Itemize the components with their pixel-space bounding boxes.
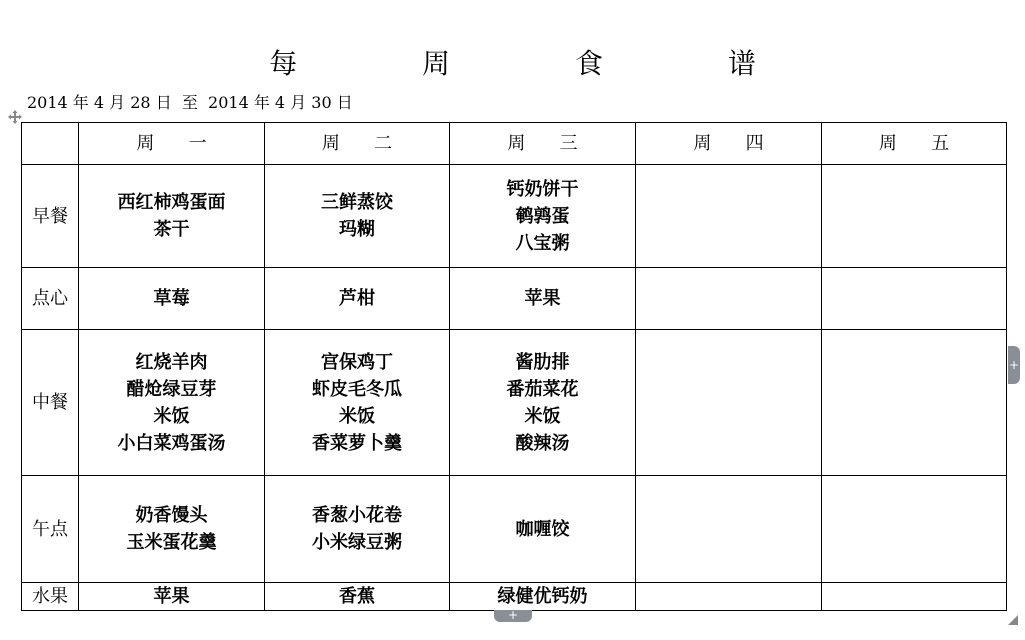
menu-cell[interactable] <box>822 268 1007 330</box>
menu-cell[interactable] <box>79 476 265 583</box>
dish-item: 草莓 <box>153 288 190 309</box>
menu-cell[interactable] <box>265 268 450 330</box>
day-header-3[interactable] <box>450 123 636 165</box>
menu-cell[interactable] <box>450 583 636 611</box>
menu-cell[interactable] <box>636 165 822 268</box>
dish-item: 鹌鹑蛋 <box>515 205 570 227</box>
dish-item: 苹果 <box>524 288 561 309</box>
dish-item: 玉米蛋花羹 <box>126 532 217 553</box>
meal-row <box>22 165 1007 268</box>
dish-item: 小米绿豆粥 <box>312 532 402 553</box>
dish-item: 米饭 <box>153 405 190 427</box>
menu-cell[interactable] <box>450 268 636 330</box>
dish-item: 绿健优钙奶 <box>497 586 588 607</box>
add-column-button[interactable]: + <box>1008 346 1020 384</box>
menu-cell[interactable] <box>450 165 636 268</box>
dish-item: 香蕉 <box>339 586 375 607</box>
day-header-label: 周 五 <box>878 133 950 154</box>
meal-label[interactable]: 水果 <box>22 583 79 611</box>
dish-item: 奶香馒头 <box>135 505 208 526</box>
menu-cell[interactable] <box>79 583 265 611</box>
date-range: 2014 年 4 月 28 日 至 2014 年 4 月 30 日 <box>27 93 353 112</box>
header-row <box>22 123 1007 165</box>
menu-cell[interactable] <box>636 583 822 611</box>
menu-cell[interactable] <box>822 583 1007 611</box>
meal-row <box>22 268 1007 330</box>
day-header-5[interactable] <box>822 123 1007 165</box>
menu-cell[interactable] <box>822 165 1007 268</box>
dish-item: 芦柑 <box>339 288 375 309</box>
menu-cell[interactable] <box>265 583 450 611</box>
menu-cell[interactable] <box>79 165 265 268</box>
menu-cell[interactable] <box>450 476 636 583</box>
dish-item: 西红柿鸡蛋面 <box>117 192 226 213</box>
move-arrows-icon[interactable] <box>8 109 22 123</box>
meal-label[interactable]: 早餐 <box>22 165 79 268</box>
menu-cell[interactable] <box>636 268 822 330</box>
resize-corner-icon[interactable] <box>1008 610 1018 620</box>
menu-cell[interactable] <box>265 165 450 268</box>
menu-cell[interactable] <box>450 330 636 476</box>
meal-label[interactable]: 午点 <box>22 476 79 583</box>
dish-item: 香菜萝卜羹 <box>312 432 402 454</box>
day-header-1[interactable] <box>79 123 265 165</box>
dish-item: 虾皮毛冬瓜 <box>312 378 402 400</box>
menu-cell[interactable] <box>79 330 265 476</box>
day-header-4[interactable] <box>636 123 822 165</box>
day-header-2[interactable] <box>265 123 450 165</box>
dish-item: 米饭 <box>339 405 375 427</box>
menu-cell[interactable] <box>636 476 822 583</box>
menu-table <box>21 122 1007 611</box>
dish-item: 咖喱饺 <box>515 518 570 540</box>
dish-item: 米饭 <box>524 405 561 427</box>
day-header-label: 周 二 <box>321 133 393 154</box>
day-header-label: 周 一 <box>136 133 207 154</box>
dish-item: 钙奶饼干 <box>506 178 579 200</box>
dish-item: 玛糊 <box>339 219 375 240</box>
meal-label[interactable]: 中餐 <box>22 330 79 476</box>
dish-item: 八宝粥 <box>515 232 570 254</box>
corner-cell[interactable] <box>22 123 79 165</box>
day-header-label: 周 三 <box>507 133 578 154</box>
menu-cell[interactable] <box>265 476 450 583</box>
meal-row <box>22 330 1007 476</box>
meal-row <box>22 583 1007 611</box>
dish-item: 番茄菜花 <box>506 378 579 400</box>
menu-cell[interactable] <box>822 330 1007 476</box>
dish-item: 红烧羊肉 <box>135 351 208 373</box>
meal-row <box>22 476 1007 583</box>
menu-cell[interactable] <box>636 330 822 476</box>
day-header-label: 周 四 <box>693 133 764 154</box>
dish-item: 三鲜蒸饺 <box>321 192 393 213</box>
dish-item: 宫保鸡丁 <box>321 351 393 373</box>
dish-item: 酱肋排 <box>515 351 570 373</box>
menu-cell[interactable] <box>79 268 265 330</box>
dish-item: 酸辣汤 <box>515 432 570 454</box>
add-row-button[interactable]: + <box>494 610 532 622</box>
dish-item: 醋炝绿豆芽 <box>126 378 217 400</box>
menu-cell[interactable] <box>822 476 1007 583</box>
dish-item: 茶干 <box>153 219 190 240</box>
dish-item: 小白菜鸡蛋汤 <box>117 432 226 454</box>
document-title: 每 周 食 谱 <box>269 47 814 80</box>
meal-label[interactable]: 点心 <box>22 268 79 330</box>
menu-cell[interactable] <box>265 330 450 476</box>
dish-item: 苹果 <box>153 586 190 607</box>
dish-item: 香葱小花卷 <box>312 505 402 526</box>
